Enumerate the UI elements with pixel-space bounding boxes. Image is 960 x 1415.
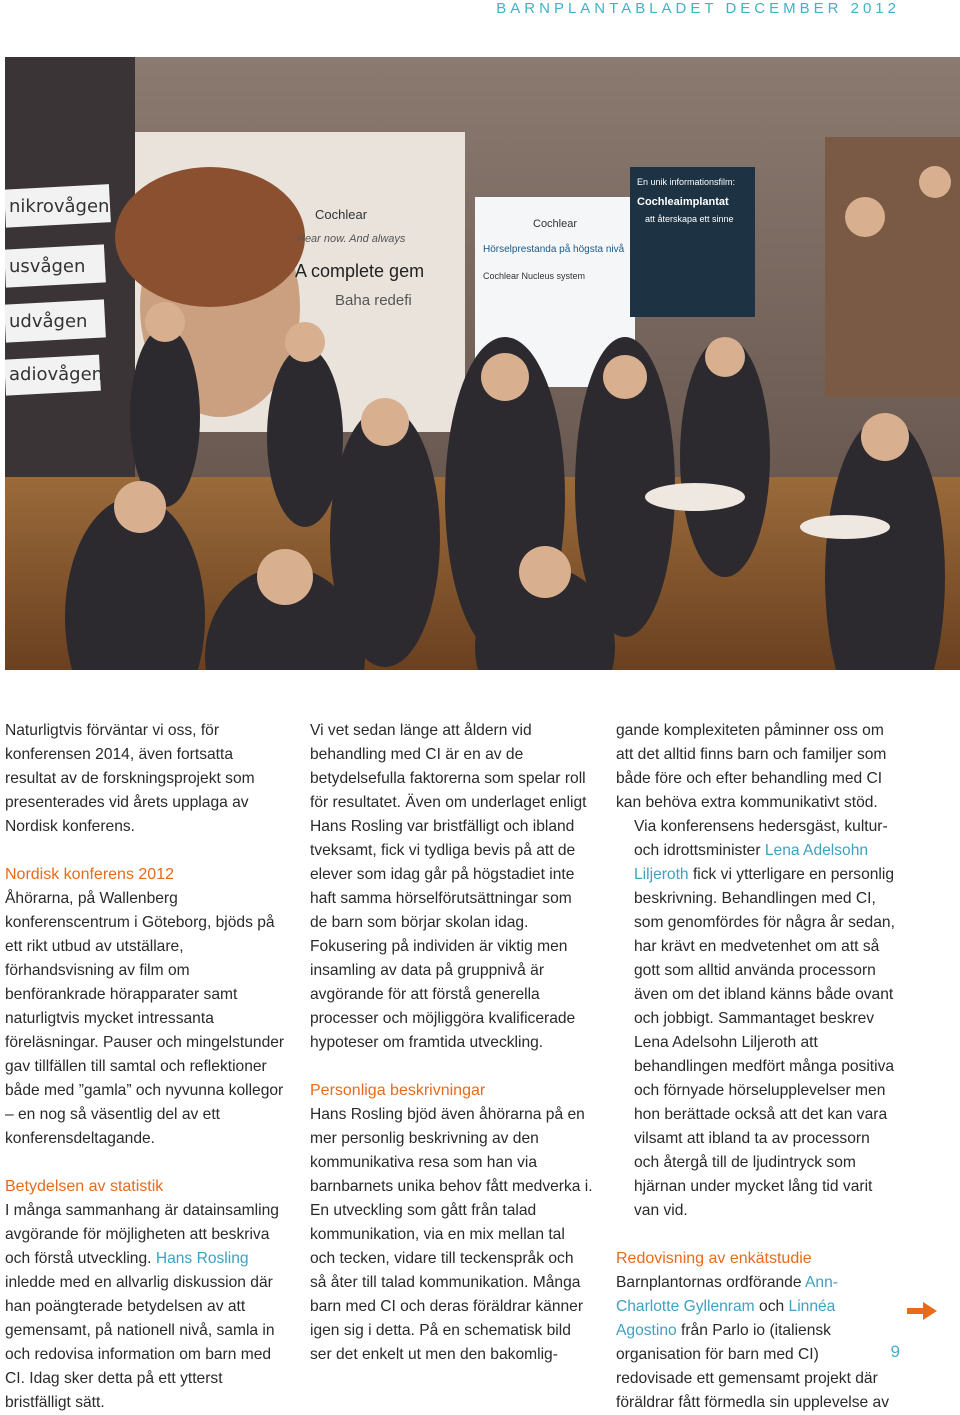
screen-kicker: En unik informationsfilm:	[637, 177, 736, 187]
conference-photo	[5, 57, 960, 670]
sign-2: usvågen	[9, 256, 86, 277]
continue-arrow-icon	[907, 1302, 937, 1320]
person-name: Hans Rosling	[155, 1250, 249, 1267]
text-column-1	[5, 719, 288, 1415]
screen-title: Cochleaimplantat	[637, 196, 729, 208]
section-heading: Betydelsen av statistik	[5, 1178, 164, 1195]
poster-brand: Cochlear	[533, 218, 578, 230]
paragraph: gande komplexiteten påminner oss om att det alltid finns barn och familjer som både före och efter behandling med CI kan behöva extra kommunikativt stöd.	[616, 722, 887, 811]
banner-headline: A complete gem	[295, 261, 425, 281]
sign-1: nikrovågen	[9, 196, 110, 217]
paragraph: Vi vet sedan länge att åldern vid behandling med CI är en av de betydelsefulla faktorerna som spelar roll för resultatet. Även om underlaget enligt Hans Rosling var bristfälligt och ibland tveksamt, fick vi tydliga bevis på att de elever som idag går på högstadiet inte haft samma hörselförutsättningar som de barn som börjar skolan idag. Fokusering på individen är viktig men insamling av data på gruppnivå är avgörande för att förstå generella processer och möjliggöra kvalificerade hypoteser om framtida utveckling.	[310, 722, 587, 1051]
paragraph: I många sammanhang är datainsamling avgörande för möjligheten att beskriva och förstå utveckling. Hans Rosling inledde med en allvarlig diskussion där han poängterade betydelsen av att gemensamt, på nationell nivå, samla in och redovisa information om barn med CI. Idag sker detta på ett ytterst bristfälligt sätt.	[5, 1202, 279, 1411]
text-column-3	[616, 719, 899, 1415]
banner-brand: Cochlear	[315, 207, 368, 222]
poster-sub: Cochlear Nucleus system	[483, 271, 586, 281]
section-heading: Nordisk konferens 2012	[5, 866, 174, 883]
paragraph: Hans Rosling bjöd även åhörarna på en mer personlig beskrivning av den kommunikativa resa som han via barnbarnets unika behov fått medverka i. En utveckling som gått från talad kommunikation, via en mix mellan tal och tecken, vidare till teckenspråk och så åter till talad kommunikation. Många barn med CI och deras föräldrar känner igen sig i detta. På en schematisk bild ser det enkelt ut men den bakomlig-	[310, 1106, 593, 1363]
paragraph: Naturligtvis förväntar vi oss, för konferensen 2014, även fortsatta resultat av de forskningsprojekt som presenterades vid årets upplaga av Nordisk konferens.	[5, 722, 255, 835]
banner-tag: Hear now. And always	[297, 233, 406, 245]
photo-illustration	[5, 57, 960, 670]
screen-sub: att återskapa ett sinne	[645, 214, 734, 224]
paragraph: Via konferensens hedersgäst, kultur- och idrottsminister Lena Adelsohn Liljeroth fick vi ytterligare en personlig beskrivning. Behandlingen med CI, som genomfördes för några år sedan, har krävt en medvetenhet om att så gott som alltid använda processorn även om det ibland känns både ovant och jobbigt. Sammantaget beskrev Lena Adelsohn Liljeroth att behandlingen medfört många positiva och förnyade hörselupplevelser men hon berättade också att det kan vara vilsamt att ibland ta av processorn och återgå till de ljudintryck som hjärnan under mycket lång tid varit van vid.	[634, 818, 895, 1219]
sign-4: adiovågen	[9, 364, 104, 385]
page-number: 9	[890, 1342, 900, 1361]
paragraph: Barnplantornas ordförande Ann-Charlotte Gyllenram och Linnéa Agostino från Parlo io (italiensk organisation för barn med CI) redovisade ett gemensamt projekt där föräldrar fått förmedla sin upplevelse av	[616, 1274, 890, 1411]
running-header: BARNPLANTABLADET DECEMBER 2012	[496, 0, 900, 17]
person-name: Linnéa Agostino	[616, 1298, 836, 1339]
section-heading: Redovisning av enkätstudie	[616, 1250, 812, 1267]
text-column-2	[310, 719, 593, 1367]
banner-sub: Baha redefi	[335, 292, 412, 309]
section-heading: Personliga beskrivningar	[310, 1082, 486, 1099]
person-name: Ann-Charlotte Gyllenram	[616, 1274, 838, 1315]
paragraph: Åhörarna, på Wallenberg konferenscentrum i Göteborg, bjöds på ett rikt utbud av utställare, förhandsvisning av film om benförankrade hörapparater samt naturligtvis mycket intressanta föreläsningar. Pauser och mingelstunder gav tillfällen till samtal och reflektioner både med ”gamla” och nyvunna kollegor – en nog så väsentlig del av ett konferensdeltagande.	[5, 890, 285, 1147]
poster-title: Hörselprestanda på högsta nivå	[483, 244, 625, 255]
sign-3: udvågen	[9, 311, 88, 332]
person-name: Lena Adelsohn Liljeroth	[634, 842, 869, 883]
